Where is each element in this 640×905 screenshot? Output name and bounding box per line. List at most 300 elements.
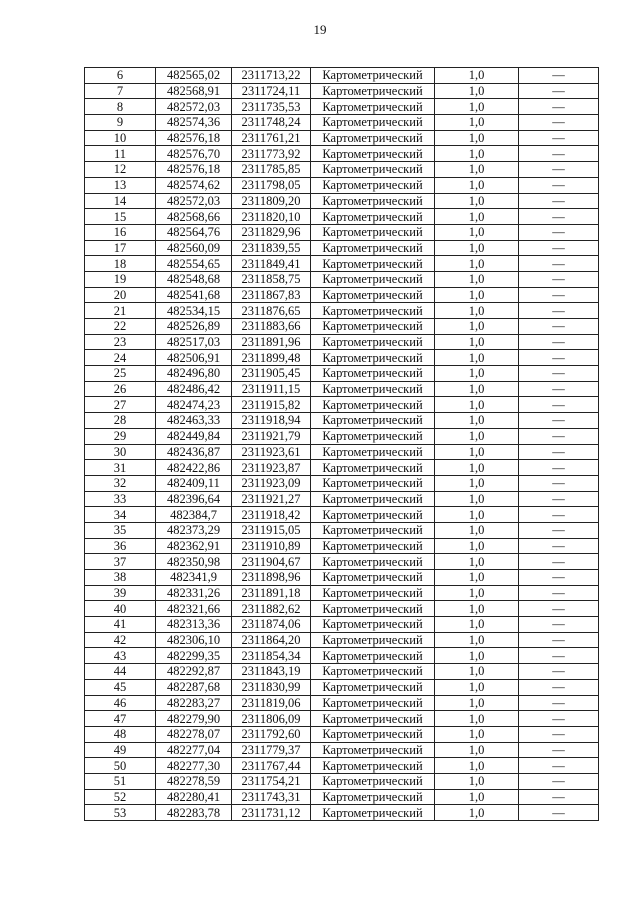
table-row [85, 742, 599, 758]
accuracy-cell: 1,0 [435, 177, 519, 193]
accuracy-cell: 1,0 [435, 146, 519, 162]
note-cell: — [519, 805, 599, 821]
point-number-cell: 39 [85, 585, 156, 601]
method-cell: Картометрический [311, 413, 435, 429]
accuracy-cell: 1,0 [435, 711, 519, 727]
note-cell: — [519, 177, 599, 193]
y-coordinate-cell: 2311806,09 [232, 711, 311, 727]
x-coordinate-cell: 482574,36 [156, 115, 232, 131]
table-row [85, 475, 599, 491]
point-number-cell: 38 [85, 570, 156, 586]
note-cell: — [519, 193, 599, 209]
x-coordinate-cell: 482422,86 [156, 460, 232, 476]
y-coordinate-cell: 2311820,10 [232, 209, 311, 225]
method-cell: Картометрический [311, 507, 435, 523]
y-coordinate-cell: 2311891,96 [232, 334, 311, 350]
point-number-cell: 51 [85, 773, 156, 789]
point-number-cell: 52 [85, 789, 156, 805]
accuracy-cell: 1,0 [435, 585, 519, 601]
point-number-cell: 15 [85, 209, 156, 225]
accuracy-cell: 1,0 [435, 224, 519, 240]
table-row [85, 491, 599, 507]
accuracy-cell: 1,0 [435, 789, 519, 805]
x-coordinate-cell: 482306,10 [156, 632, 232, 648]
point-number-cell: 9 [85, 115, 156, 131]
note-cell: — [519, 256, 599, 272]
method-cell: Картометрический [311, 146, 435, 162]
note-cell: — [519, 632, 599, 648]
x-coordinate-cell: 482568,91 [156, 83, 232, 99]
y-coordinate-cell: 2311923,09 [232, 475, 311, 491]
point-number-cell: 26 [85, 381, 156, 397]
method-cell: Картометрический [311, 428, 435, 444]
accuracy-cell: 1,0 [435, 444, 519, 460]
accuracy-cell: 1,0 [435, 413, 519, 429]
x-coordinate-cell: 482299,35 [156, 648, 232, 664]
table-row [85, 224, 599, 240]
accuracy-cell: 1,0 [435, 522, 519, 538]
method-cell: Картометрический [311, 397, 435, 413]
method-cell: Картометрический [311, 570, 435, 586]
method-cell: Картометрический [311, 648, 435, 664]
accuracy-cell: 1,0 [435, 538, 519, 554]
y-coordinate-cell: 2311874,06 [232, 617, 311, 633]
method-cell: Картометрический [311, 664, 435, 680]
note-cell: — [519, 711, 599, 727]
point-number-cell: 13 [85, 177, 156, 193]
x-coordinate-cell: 482449,84 [156, 428, 232, 444]
accuracy-cell: 1,0 [435, 256, 519, 272]
table-row [85, 758, 599, 774]
method-cell: Картометрический [311, 366, 435, 382]
note-cell: — [519, 648, 599, 664]
x-coordinate-cell: 482313,36 [156, 617, 232, 633]
point-number-cell: 22 [85, 319, 156, 335]
method-cell: Картометрический [311, 271, 435, 287]
y-coordinate-cell: 2311767,44 [232, 758, 311, 774]
table-row [85, 209, 599, 225]
accuracy-cell: 1,0 [435, 193, 519, 209]
x-coordinate-cell: 482474,23 [156, 397, 232, 413]
method-cell: Картометрический [311, 491, 435, 507]
table-row [85, 177, 599, 193]
y-coordinate-cell: 2311858,75 [232, 271, 311, 287]
point-number-cell: 24 [85, 350, 156, 366]
accuracy-cell: 1,0 [435, 664, 519, 680]
note-cell: — [519, 413, 599, 429]
y-coordinate-cell: 2311923,61 [232, 444, 311, 460]
point-number-cell: 31 [85, 460, 156, 476]
table-row [85, 585, 599, 601]
table-row [85, 162, 599, 178]
accuracy-cell: 1,0 [435, 679, 519, 695]
point-number-cell: 42 [85, 632, 156, 648]
accuracy-cell: 1,0 [435, 381, 519, 397]
point-number-cell: 37 [85, 554, 156, 570]
note-cell: — [519, 224, 599, 240]
y-coordinate-cell: 2311876,65 [232, 303, 311, 319]
x-coordinate-cell: 482548,68 [156, 271, 232, 287]
coordinates-table-body [85, 68, 599, 821]
point-number-cell: 40 [85, 601, 156, 617]
y-coordinate-cell: 2311921,79 [232, 428, 311, 444]
note-cell: — [519, 789, 599, 805]
note-cell: — [519, 554, 599, 570]
table-row [85, 271, 599, 287]
note-cell: — [519, 601, 599, 617]
point-number-cell: 21 [85, 303, 156, 319]
y-coordinate-cell: 2311743,31 [232, 789, 311, 805]
note-cell: — [519, 742, 599, 758]
accuracy-cell: 1,0 [435, 303, 519, 319]
point-number-cell: 43 [85, 648, 156, 664]
y-coordinate-cell: 2311731,12 [232, 805, 311, 821]
method-cell: Картометрический [311, 130, 435, 146]
x-coordinate-cell: 482568,66 [156, 209, 232, 225]
accuracy-cell: 1,0 [435, 695, 519, 711]
accuracy-cell: 1,0 [435, 287, 519, 303]
method-cell: Картометрический [311, 758, 435, 774]
accuracy-cell: 1,0 [435, 742, 519, 758]
point-number-cell: 33 [85, 491, 156, 507]
accuracy-cell: 1,0 [435, 632, 519, 648]
method-cell: Картометрический [311, 554, 435, 570]
y-coordinate-cell: 2311904,67 [232, 554, 311, 570]
method-cell: Картометрический [311, 115, 435, 131]
note-cell: — [519, 428, 599, 444]
table-row [85, 68, 599, 84]
table-row [85, 460, 599, 476]
y-coordinate-cell: 2311854,34 [232, 648, 311, 664]
point-number-cell: 28 [85, 413, 156, 429]
x-coordinate-cell: 482436,87 [156, 444, 232, 460]
accuracy-cell: 1,0 [435, 240, 519, 256]
accuracy-cell: 1,0 [435, 726, 519, 742]
y-coordinate-cell: 2311918,94 [232, 413, 311, 429]
accuracy-cell: 1,0 [435, 83, 519, 99]
x-coordinate-cell: 482572,03 [156, 99, 232, 115]
y-coordinate-cell: 2311819,06 [232, 695, 311, 711]
x-coordinate-cell: 482572,03 [156, 193, 232, 209]
x-coordinate-cell: 482278,59 [156, 773, 232, 789]
table-row [85, 381, 599, 397]
y-coordinate-cell: 2311849,41 [232, 256, 311, 272]
accuracy-cell: 1,0 [435, 271, 519, 287]
table-row [85, 695, 599, 711]
table-row [85, 413, 599, 429]
note-cell: — [519, 130, 599, 146]
note-cell: — [519, 209, 599, 225]
note-cell: — [519, 319, 599, 335]
accuracy-cell: 1,0 [435, 428, 519, 444]
note-cell: — [519, 162, 599, 178]
method-cell: Картометрический [311, 538, 435, 554]
table-row [85, 115, 599, 131]
point-number-cell: 27 [85, 397, 156, 413]
point-number-cell: 29 [85, 428, 156, 444]
method-cell: Картометрический [311, 460, 435, 476]
point-number-cell: 8 [85, 99, 156, 115]
point-number-cell: 49 [85, 742, 156, 758]
table-row [85, 146, 599, 162]
point-number-cell: 41 [85, 617, 156, 633]
x-coordinate-cell: 482517,03 [156, 334, 232, 350]
method-cell: Картометрический [311, 83, 435, 99]
accuracy-cell: 1,0 [435, 648, 519, 664]
method-cell: Картометрический [311, 805, 435, 821]
y-coordinate-cell: 2311830,99 [232, 679, 311, 695]
note-cell: — [519, 146, 599, 162]
accuracy-cell: 1,0 [435, 68, 519, 84]
note-cell: — [519, 303, 599, 319]
x-coordinate-cell: 482463,33 [156, 413, 232, 429]
y-coordinate-cell: 2311785,85 [232, 162, 311, 178]
x-coordinate-cell: 482576,18 [156, 130, 232, 146]
x-coordinate-cell: 482341,9 [156, 570, 232, 586]
accuracy-cell: 1,0 [435, 397, 519, 413]
method-cell: Картометрический [311, 350, 435, 366]
table-row [85, 444, 599, 460]
note-cell: — [519, 617, 599, 633]
accuracy-cell: 1,0 [435, 554, 519, 570]
method-cell: Картометрический [311, 773, 435, 789]
point-number-cell: 6 [85, 68, 156, 84]
page-number: 19 [313, 22, 327, 37]
point-number-cell: 23 [85, 334, 156, 350]
accuracy-cell: 1,0 [435, 758, 519, 774]
x-coordinate-cell: 482560,09 [156, 240, 232, 256]
point-number-cell: 11 [85, 146, 156, 162]
x-coordinate-cell: 482565,02 [156, 68, 232, 84]
table-row [85, 99, 599, 115]
point-number-cell: 35 [85, 522, 156, 538]
x-coordinate-cell: 482576,18 [156, 162, 232, 178]
accuracy-cell: 1,0 [435, 805, 519, 821]
note-cell: — [519, 381, 599, 397]
table-row [85, 130, 599, 146]
point-number-cell: 14 [85, 193, 156, 209]
point-number-cell: 46 [85, 695, 156, 711]
y-coordinate-cell: 2311773,92 [232, 146, 311, 162]
coordinates-table [84, 67, 599, 821]
y-coordinate-cell: 2311921,27 [232, 491, 311, 507]
point-number-cell: 30 [85, 444, 156, 460]
table-row [85, 538, 599, 554]
table-row [85, 319, 599, 335]
note-cell: — [519, 726, 599, 742]
table-row [85, 193, 599, 209]
x-coordinate-cell: 482496,80 [156, 366, 232, 382]
note-cell: — [519, 758, 599, 774]
method-cell: Картометрический [311, 99, 435, 115]
table-row [85, 507, 599, 523]
x-coordinate-cell: 482362,91 [156, 538, 232, 554]
method-cell: Картометрический [311, 303, 435, 319]
x-coordinate-cell: 482287,68 [156, 679, 232, 695]
table-row [85, 303, 599, 319]
accuracy-cell: 1,0 [435, 130, 519, 146]
table-row [85, 287, 599, 303]
method-cell: Картометрический [311, 601, 435, 617]
table-row [85, 773, 599, 789]
x-coordinate-cell: 482277,30 [156, 758, 232, 774]
accuracy-cell: 1,0 [435, 617, 519, 633]
method-cell: Картометрический [311, 742, 435, 758]
table-row [85, 570, 599, 586]
table-row [85, 805, 599, 821]
y-coordinate-cell: 2311792,60 [232, 726, 311, 742]
point-number-cell: 47 [85, 711, 156, 727]
y-coordinate-cell: 2311713,22 [232, 68, 311, 84]
method-cell: Картометрический [311, 177, 435, 193]
note-cell: — [519, 664, 599, 680]
point-number-cell: 10 [85, 130, 156, 146]
x-coordinate-cell: 482541,68 [156, 287, 232, 303]
x-coordinate-cell: 482576,70 [156, 146, 232, 162]
y-coordinate-cell: 2311829,96 [232, 224, 311, 240]
method-cell: Картометрический [311, 789, 435, 805]
method-cell: Картометрический [311, 711, 435, 727]
accuracy-cell: 1,0 [435, 350, 519, 366]
x-coordinate-cell: 482277,04 [156, 742, 232, 758]
y-coordinate-cell: 2311761,21 [232, 130, 311, 146]
accuracy-cell: 1,0 [435, 366, 519, 382]
x-coordinate-cell: 482486,42 [156, 381, 232, 397]
table-row [85, 632, 599, 648]
method-cell: Картометрический [311, 617, 435, 633]
y-coordinate-cell: 2311911,15 [232, 381, 311, 397]
x-coordinate-cell: 482564,76 [156, 224, 232, 240]
y-coordinate-cell: 2311915,82 [232, 397, 311, 413]
accuracy-cell: 1,0 [435, 773, 519, 789]
note-cell: — [519, 522, 599, 538]
note-cell: — [519, 460, 599, 476]
y-coordinate-cell: 2311915,05 [232, 522, 311, 538]
x-coordinate-cell: 482350,98 [156, 554, 232, 570]
point-number-cell: 12 [85, 162, 156, 178]
x-coordinate-cell: 482554,65 [156, 256, 232, 272]
method-cell: Картометрический [311, 209, 435, 225]
y-coordinate-cell: 2311735,53 [232, 99, 311, 115]
method-cell: Картометрический [311, 726, 435, 742]
accuracy-cell: 1,0 [435, 319, 519, 335]
point-number-cell: 48 [85, 726, 156, 742]
x-coordinate-cell: 482526,89 [156, 319, 232, 335]
y-coordinate-cell: 2311724,11 [232, 83, 311, 99]
note-cell: — [519, 115, 599, 131]
point-number-cell: 7 [85, 83, 156, 99]
table-row [85, 350, 599, 366]
table-row [85, 83, 599, 99]
method-cell: Картометрический [311, 444, 435, 460]
note-cell: — [519, 350, 599, 366]
note-cell: — [519, 475, 599, 491]
accuracy-cell: 1,0 [435, 334, 519, 350]
method-cell: Картометрический [311, 585, 435, 601]
x-coordinate-cell: 482280,41 [156, 789, 232, 805]
method-cell: Картометрический [311, 695, 435, 711]
accuracy-cell: 1,0 [435, 162, 519, 178]
x-coordinate-cell: 482283,78 [156, 805, 232, 821]
point-number-cell: 34 [85, 507, 156, 523]
table-row [85, 711, 599, 727]
accuracy-cell: 1,0 [435, 99, 519, 115]
y-coordinate-cell: 2311839,55 [232, 240, 311, 256]
table-row [85, 240, 599, 256]
table-row [85, 648, 599, 664]
y-coordinate-cell: 2311923,87 [232, 460, 311, 476]
method-cell: Картометрический [311, 256, 435, 272]
note-cell: — [519, 444, 599, 460]
method-cell: Картометрический [311, 162, 435, 178]
y-coordinate-cell: 2311843,19 [232, 664, 311, 680]
method-cell: Картометрический [311, 334, 435, 350]
method-cell: Картометрический [311, 679, 435, 695]
table-row [85, 601, 599, 617]
method-cell: Картометрический [311, 224, 435, 240]
table-row [85, 428, 599, 444]
note-cell: — [519, 570, 599, 586]
table-row [85, 664, 599, 680]
note-cell: — [519, 585, 599, 601]
y-coordinate-cell: 2311809,20 [232, 193, 311, 209]
y-coordinate-cell: 2311891,18 [232, 585, 311, 601]
note-cell: — [519, 695, 599, 711]
table-row [85, 679, 599, 695]
point-number-cell: 50 [85, 758, 156, 774]
y-coordinate-cell: 2311910,89 [232, 538, 311, 554]
note-cell: — [519, 507, 599, 523]
method-cell: Картометрический [311, 319, 435, 335]
method-cell: Картометрический [311, 193, 435, 209]
x-coordinate-cell: 482279,90 [156, 711, 232, 727]
method-cell: Картометрический [311, 68, 435, 84]
y-coordinate-cell: 2311798,05 [232, 177, 311, 193]
x-coordinate-cell: 482373,29 [156, 522, 232, 538]
y-coordinate-cell: 2311898,96 [232, 570, 311, 586]
y-coordinate-cell: 2311779,37 [232, 742, 311, 758]
method-cell: Картометрический [311, 287, 435, 303]
y-coordinate-cell: 2311918,42 [232, 507, 311, 523]
x-coordinate-cell: 482283,27 [156, 695, 232, 711]
note-cell: — [519, 99, 599, 115]
note-cell: — [519, 83, 599, 99]
y-coordinate-cell: 2311905,45 [232, 366, 311, 382]
accuracy-cell: 1,0 [435, 570, 519, 586]
note-cell: — [519, 271, 599, 287]
note-cell: — [519, 679, 599, 695]
y-coordinate-cell: 2311867,83 [232, 287, 311, 303]
point-number-cell: 18 [85, 256, 156, 272]
note-cell: — [519, 240, 599, 256]
table-row [85, 366, 599, 382]
note-cell: — [519, 397, 599, 413]
point-number-cell: 16 [85, 224, 156, 240]
method-cell: Картометрический [311, 522, 435, 538]
accuracy-cell: 1,0 [435, 601, 519, 617]
point-number-cell: 45 [85, 679, 156, 695]
note-cell: — [519, 287, 599, 303]
table-row [85, 334, 599, 350]
point-number-cell: 44 [85, 664, 156, 680]
table-row [85, 554, 599, 570]
accuracy-cell: 1,0 [435, 507, 519, 523]
y-coordinate-cell: 2311748,24 [232, 115, 311, 131]
x-coordinate-cell: 482278,07 [156, 726, 232, 742]
x-coordinate-cell: 482384,7 [156, 507, 232, 523]
accuracy-cell: 1,0 [435, 460, 519, 476]
accuracy-cell: 1,0 [435, 491, 519, 507]
